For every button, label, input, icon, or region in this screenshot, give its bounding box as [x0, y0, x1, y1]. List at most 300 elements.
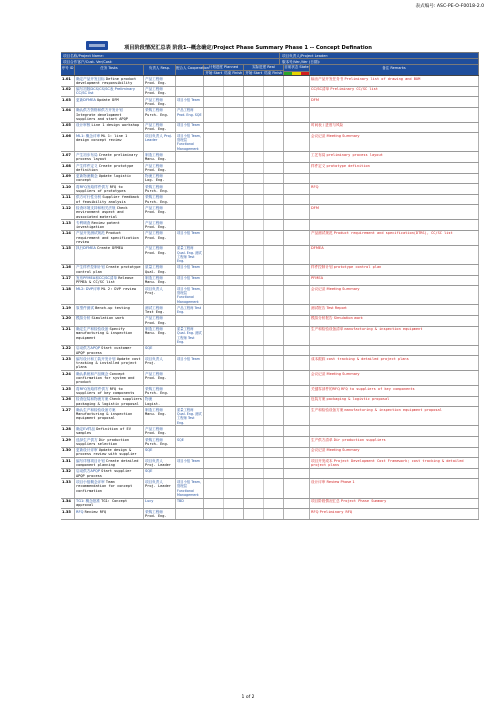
row-real[interactable]	[244, 133, 284, 151]
row-planned[interactable]	[204, 305, 244, 315]
row-real[interactable]	[244, 231, 284, 245]
col-no: 序号 ID	[61, 65, 75, 75]
row-real[interactable]	[244, 276, 284, 286]
row-state[interactable]	[284, 87, 310, 97]
task-en: Line 1 design workshop	[91, 123, 140, 128]
resp-cn: 制造工程师	[145, 407, 163, 412]
row-planned[interactable]	[204, 152, 244, 162]
row-resp	[144, 76, 176, 86]
row-state[interactable]	[284, 123, 310, 133]
row-resp	[144, 458, 176, 468]
row-resp	[144, 97, 176, 107]
row-state[interactable]	[284, 205, 310, 219]
row-real[interactable]	[244, 509, 284, 519]
row-task	[75, 276, 144, 286]
row-real[interactable]	[244, 174, 284, 184]
row-planned[interactable]	[204, 371, 244, 385]
row-real[interactable]	[244, 346, 284, 356]
row-real[interactable]	[244, 386, 284, 396]
task-en: Check environment aspect and associated material	[76, 205, 128, 219]
row-state[interactable]	[284, 184, 310, 194]
task-cn: ML1: 概念评审	[76, 133, 101, 138]
table-row[interactable]	[61, 346, 479, 357]
row-state[interactable]	[284, 499, 310, 509]
row-resp	[144, 316, 176, 326]
resp-en: Manu. Eng.	[145, 412, 167, 417]
row-planned[interactable]	[204, 327, 244, 345]
table-row[interactable]	[61, 386, 479, 397]
remarks-en: Dir production suppliers	[333, 437, 386, 442]
row-state[interactable]	[284, 220, 310, 230]
col-task: 任务 Tasks	[75, 65, 144, 75]
col-real-label: 实际进度 Real	[252, 65, 275, 69]
task-cn: 检查包装和物流方案	[76, 397, 109, 402]
resp-en: Proj. Leader	[145, 484, 171, 489]
row-state[interactable]	[284, 426, 310, 436]
row-real[interactable]	[244, 479, 284, 497]
row-planned[interactable]	[204, 276, 244, 286]
resp-cn: 制造工程师	[145, 327, 163, 332]
row-resp	[144, 246, 176, 264]
row-planned[interactable]	[204, 356, 244, 370]
resp-en: Prod. Eng.	[145, 91, 167, 96]
row-real[interactable]	[244, 163, 284, 173]
resp-cn: SQE	[145, 448, 153, 453]
row-real[interactable]	[244, 184, 284, 194]
row-planned[interactable]	[204, 231, 244, 245]
row-id: 1.27	[61, 407, 75, 425]
row-task	[75, 184, 144, 194]
row-state[interactable]	[284, 97, 310, 107]
row-state[interactable]	[284, 458, 310, 468]
resp-cn: 产品工程师	[145, 316, 163, 321]
row-real[interactable]	[244, 458, 284, 468]
row-id: 1.30	[61, 448, 75, 458]
table-row[interactable]	[61, 133, 479, 152]
row-state[interactable]	[284, 397, 310, 407]
table-row[interactable]	[61, 469, 479, 480]
row-coop: 项目小组 Team	[176, 123, 204, 133]
row-remarks	[310, 371, 479, 385]
row-id: 1.04	[61, 108, 75, 122]
row-state[interactable]	[284, 407, 310, 425]
row-state[interactable]	[284, 346, 310, 356]
row-state[interactable]	[284, 231, 310, 245]
row-coop	[176, 184, 204, 194]
row-state[interactable]	[284, 327, 310, 345]
resp-cn: 质量工程师	[145, 265, 163, 270]
table-row[interactable]	[61, 316, 479, 327]
task-cn: ML2: DVP评审	[76, 286, 101, 291]
row-task	[75, 356, 144, 370]
resp-cn: 采购工程师	[145, 184, 163, 189]
row-remarks	[310, 265, 479, 275]
row-remarks	[310, 356, 479, 370]
remarks-cn: 输出产品开发任务书	[311, 76, 344, 81]
row-resp	[144, 407, 176, 425]
table-row[interactable]	[61, 87, 479, 98]
row-resp	[144, 220, 176, 230]
row-planned[interactable]	[204, 509, 244, 519]
row-id: 1.33	[61, 479, 75, 497]
row-remarks	[310, 123, 479, 133]
row-id: 1.10	[61, 184, 75, 194]
project-name-field[interactable]: 项目名称/Project Name:	[61, 53, 280, 59]
row-coop: 项目小组 Team	[176, 97, 204, 107]
row-planned[interactable]	[204, 133, 244, 151]
row-real[interactable]	[244, 97, 284, 107]
table-row[interactable]	[61, 458, 479, 469]
table-row[interactable]	[61, 305, 479, 316]
table-row[interactable]	[61, 499, 479, 510]
row-state[interactable]	[284, 316, 310, 326]
row-id: 1.21	[61, 327, 75, 345]
row-real[interactable]	[244, 195, 284, 205]
column-headers	[61, 65, 479, 76]
row-id: 1.05	[61, 123, 75, 133]
remarks-en: preliminary process layout	[326, 152, 383, 157]
row-real[interactable]	[244, 499, 284, 509]
row-remarks	[310, 163, 479, 173]
row-remarks	[310, 231, 479, 245]
table-row[interactable]	[61, 356, 479, 371]
row-task	[75, 286, 144, 304]
table-row[interactable]	[61, 437, 479, 448]
resp-en: Qual. Eng.	[145, 269, 167, 274]
row-planned[interactable]	[204, 458, 244, 468]
task-cn: 确定生产和检验设备	[76, 327, 109, 332]
resp-en: Purch. Eng.	[145, 441, 169, 446]
row-resp	[144, 327, 176, 345]
col-planned-start: 开始 Start	[205, 71, 223, 75]
row-real[interactable]	[244, 397, 284, 407]
row-coop	[176, 195, 204, 205]
row-id: 1.02	[61, 87, 75, 97]
row-resp	[144, 276, 176, 286]
table-row[interactable]	[61, 327, 479, 346]
row-state[interactable]	[284, 509, 310, 519]
row-state[interactable]	[284, 305, 310, 315]
task-cn: 编写设计和工装开发计划	[76, 356, 116, 361]
row-planned[interactable]	[204, 195, 244, 205]
table-row[interactable]	[61, 397, 479, 408]
task-en: Create detailed component planning	[76, 458, 139, 468]
row-real[interactable]	[244, 123, 284, 133]
task-en: RFQ to suppliers of prototypes	[76, 184, 126, 194]
row-remarks	[310, 509, 479, 519]
table-row[interactable]	[61, 174, 479, 185]
row-resp	[144, 184, 176, 194]
row-real[interactable]	[244, 76, 284, 86]
row-task	[75, 316, 144, 326]
task-cn: 更新设计评审	[76, 448, 98, 453]
resp-cn: 产品工程师	[145, 231, 163, 236]
resp-cn: 测试工程师	[145, 305, 163, 310]
task-cn: 更新DFMEA	[76, 97, 96, 102]
table-row[interactable]	[61, 195, 479, 206]
row-planned[interactable]	[204, 163, 244, 173]
row-planned[interactable]	[204, 499, 244, 509]
task-cn: 将RFQ发给样件供方	[76, 386, 109, 391]
row-task	[75, 407, 144, 425]
task-cn: 产品开发测试规范	[76, 231, 105, 236]
row-real[interactable]	[244, 108, 284, 122]
row-id: 1.16	[61, 265, 75, 275]
row-real[interactable]	[244, 246, 284, 264]
row-real[interactable]	[244, 437, 284, 447]
remarks-cn: 会议记录 Meeting Summary	[311, 133, 360, 138]
row-real[interactable]	[244, 407, 284, 425]
row-remarks	[310, 426, 479, 436]
task-cn: 设计审核	[76, 123, 91, 128]
table-row[interactable]	[61, 76, 479, 87]
row-planned[interactable]	[204, 184, 244, 194]
row-resp	[144, 356, 176, 370]
row-state[interactable]	[284, 174, 310, 184]
row-remarks	[310, 448, 479, 458]
remarks-en: RFQ to suppliers of key components	[341, 386, 415, 391]
row-planned[interactable]	[204, 87, 244, 97]
resp-en: Purch. Eng.	[145, 199, 169, 204]
row-planned[interactable]	[204, 205, 244, 219]
resp-en: Prod. Eng.	[145, 431, 167, 436]
row-coop	[176, 220, 204, 230]
row-task	[75, 246, 144, 264]
row-planned[interactable]	[204, 448, 244, 458]
row-state[interactable]	[284, 195, 310, 205]
row-resp	[144, 286, 176, 304]
row-planned[interactable]	[204, 346, 244, 356]
remarks-cn: RFQ	[311, 184, 319, 189]
row-task	[75, 479, 144, 497]
row-coop	[176, 386, 204, 396]
row-coop	[176, 87, 204, 97]
table-row[interactable]	[61, 205, 479, 220]
remarks-cn: 会议记录 Meeting Summary	[311, 448, 360, 453]
remarks-en: prototype definition	[326, 163, 370, 168]
table-row[interactable]	[61, 123, 479, 134]
task-en: Update design & process review with supplier	[76, 448, 137, 457]
resp-en: Purch. Eng.	[145, 390, 169, 395]
row-real[interactable]	[244, 87, 284, 97]
task-en: Create prototype control plan	[76, 265, 141, 274]
row-id: 1.22	[61, 346, 75, 356]
row-real[interactable]	[244, 316, 284, 326]
col-real	[244, 65, 284, 75]
version-field[interactable]: 版本号/Ver./Ver (日期):	[280, 59, 479, 65]
table-row[interactable]	[61, 184, 479, 195]
row-planned[interactable]	[204, 286, 244, 304]
row-real[interactable]	[244, 356, 284, 370]
resp-cn: 产品工程师	[145, 220, 163, 225]
row-resp	[144, 305, 176, 315]
remarks-cn: 项目阶段情况汇总	[311, 499, 340, 504]
row-state[interactable]	[284, 152, 310, 162]
customer-field[interactable]: 项目合作客户/Cust. Ver/Cost:	[61, 59, 280, 65]
row-real[interactable]	[244, 371, 284, 385]
row-state[interactable]	[284, 108, 310, 122]
row-remarks	[310, 305, 479, 315]
row-state[interactable]	[284, 246, 310, 264]
project-leader-field[interactable]: 项目负责人/Project Leader:	[280, 53, 479, 59]
table-row[interactable]	[61, 231, 479, 246]
row-coop: 质量工程师 Qual. Eng. 测试工程师 Test Eng.	[176, 407, 204, 425]
remarks-cn: 项目开发成本	[311, 458, 333, 463]
row-task	[75, 346, 144, 356]
row-remarks	[310, 195, 479, 205]
row-coop	[176, 397, 204, 407]
row-real[interactable]	[244, 265, 284, 275]
table-row[interactable]	[61, 97, 479, 108]
task-cn: 启动供方APQP	[76, 469, 100, 474]
row-remarks	[310, 479, 479, 497]
task-cn: 更新物流概念	[76, 174, 98, 179]
remarks-cn: 工艺布局	[311, 152, 326, 157]
row-coop: 项目小组 Team	[176, 458, 204, 468]
row-real[interactable]	[244, 286, 284, 304]
task-en: Create DFMEA	[97, 246, 123, 251]
row-real[interactable]	[244, 426, 284, 436]
task-en: Dir production suppliers selection	[76, 437, 130, 446]
task-cn: TG1: 概念批准	[76, 499, 100, 504]
row-planned[interactable]	[204, 220, 244, 230]
resp-cn: 产品工程师	[145, 371, 163, 376]
row-task	[75, 97, 144, 107]
table-row[interactable]	[61, 509, 479, 520]
row-real[interactable]	[244, 220, 284, 230]
table-row[interactable]	[61, 108, 479, 123]
row-remarks	[310, 437, 479, 447]
table-row[interactable]	[61, 220, 479, 231]
table-row[interactable]	[61, 426, 479, 437]
row-planned[interactable]	[204, 469, 244, 479]
row-task	[75, 327, 144, 345]
row-id: 1.32	[61, 469, 75, 479]
resp-cn: 项目负责人	[145, 356, 163, 361]
row-planned[interactable]	[204, 97, 244, 107]
task-en: Simulation work	[91, 316, 124, 321]
task-en: Definition of EV samples	[76, 426, 131, 436]
table-row[interactable]	[61, 371, 479, 386]
row-state[interactable]	[284, 479, 310, 497]
row-remarks	[310, 327, 479, 345]
row-planned[interactable]	[204, 316, 244, 326]
row-real[interactable]	[244, 327, 284, 345]
resp-en: Prod. Eng.	[145, 80, 167, 85]
task-en: Integrate development suppliers and start APQP	[76, 112, 128, 121]
task-en: Product requirement and specification review	[76, 231, 139, 244]
row-state[interactable]	[284, 276, 310, 286]
row-resp	[144, 469, 176, 479]
row-real[interactable]	[244, 448, 284, 458]
table-row[interactable]	[61, 246, 479, 265]
row-planned[interactable]	[204, 108, 244, 122]
remarks-en: Preliminary CC/SC list	[330, 87, 378, 92]
resp-en: Prod. Eng.	[145, 376, 167, 381]
row-task	[75, 76, 144, 86]
table-row[interactable]	[61, 448, 479, 459]
table-row[interactable]	[61, 152, 479, 163]
resp-cn: 产品工程师	[145, 76, 163, 81]
task-cn: 产生样件定义	[76, 163, 98, 168]
row-coop	[176, 371, 204, 385]
row-state[interactable]	[284, 286, 310, 304]
remarks-cn: DFMEA	[311, 246, 324, 251]
table-row[interactable]	[61, 407, 479, 426]
resp-en: Purch. Eng.	[145, 189, 169, 194]
table-row[interactable]	[61, 479, 479, 498]
row-state[interactable]	[284, 448, 310, 458]
row-remarks	[310, 174, 479, 184]
row-state[interactable]	[284, 356, 310, 370]
row-resp	[144, 346, 176, 356]
row-resp	[144, 509, 176, 519]
table-row[interactable]	[61, 286, 479, 305]
row-coop	[176, 205, 204, 219]
row-planned[interactable]	[204, 265, 244, 275]
row-real[interactable]	[244, 305, 284, 315]
task-cn: 确定产品开发目标	[76, 76, 105, 81]
task-en: Release PFMEA & CC/SC list	[76, 276, 134, 285]
table-row[interactable]	[61, 265, 479, 276]
row-state[interactable]	[284, 76, 310, 86]
remarks-cn: 会议记录 Meeting Summary	[311, 286, 360, 291]
status-yellow-swatch	[292, 71, 300, 75]
row-state[interactable]	[284, 371, 310, 385]
row-coop: 项目小组 Team, 管理层 Functional Management	[176, 479, 204, 497]
task-cn: 启动供方APQP	[76, 346, 100, 351]
row-state[interactable]	[284, 133, 310, 151]
remarks-en: packaging & logistic proposal	[326, 397, 390, 402]
row-real[interactable]	[244, 469, 284, 479]
row-planned[interactable]	[204, 426, 244, 436]
row-coop	[176, 448, 204, 458]
row-state[interactable]	[284, 469, 310, 479]
task-en: Supplier feedback of feasibility analysis	[76, 195, 140, 204]
row-planned[interactable]	[204, 479, 244, 497]
row-real[interactable]	[244, 152, 284, 162]
resp-cn: 产品工程师	[145, 97, 163, 102]
row-id: 1.31	[61, 458, 75, 468]
row-state[interactable]	[284, 437, 310, 447]
row-planned[interactable]	[204, 397, 244, 407]
row-planned[interactable]	[204, 407, 244, 425]
row-planned[interactable]	[204, 174, 244, 184]
row-real[interactable]	[244, 205, 284, 219]
remarks-en: Project Development Cost Framework; cost tracking & detailed project plans	[311, 458, 464, 468]
table-row[interactable]	[61, 276, 479, 287]
row-state[interactable]	[284, 386, 310, 396]
row-state[interactable]	[284, 265, 310, 275]
row-planned[interactable]	[204, 76, 244, 86]
row-state[interactable]	[284, 163, 310, 173]
row-planned[interactable]	[204, 386, 244, 396]
row-planned[interactable]	[204, 437, 244, 447]
table-row[interactable]	[61, 163, 479, 174]
row-planned[interactable]	[204, 123, 244, 133]
task-cn: 项目小组概念评审	[76, 479, 105, 484]
page-number: 1 of 2	[241, 695, 255, 700]
row-planned[interactable]	[204, 246, 244, 264]
row-coop: 质量工程师 Qual. Eng. 测试工程师 Test Eng.	[176, 327, 204, 345]
row-remarks	[310, 316, 479, 326]
task-en: Start supplier APQP process	[76, 469, 132, 478]
resp-en: Manu. Eng.	[145, 280, 167, 285]
remarks-cn: 会议记录 Meeting Summary	[311, 371, 360, 376]
row-id: 1.28	[61, 426, 75, 436]
task-cn: 选择生产供方	[76, 437, 98, 442]
row-coop: SQE	[176, 437, 204, 447]
